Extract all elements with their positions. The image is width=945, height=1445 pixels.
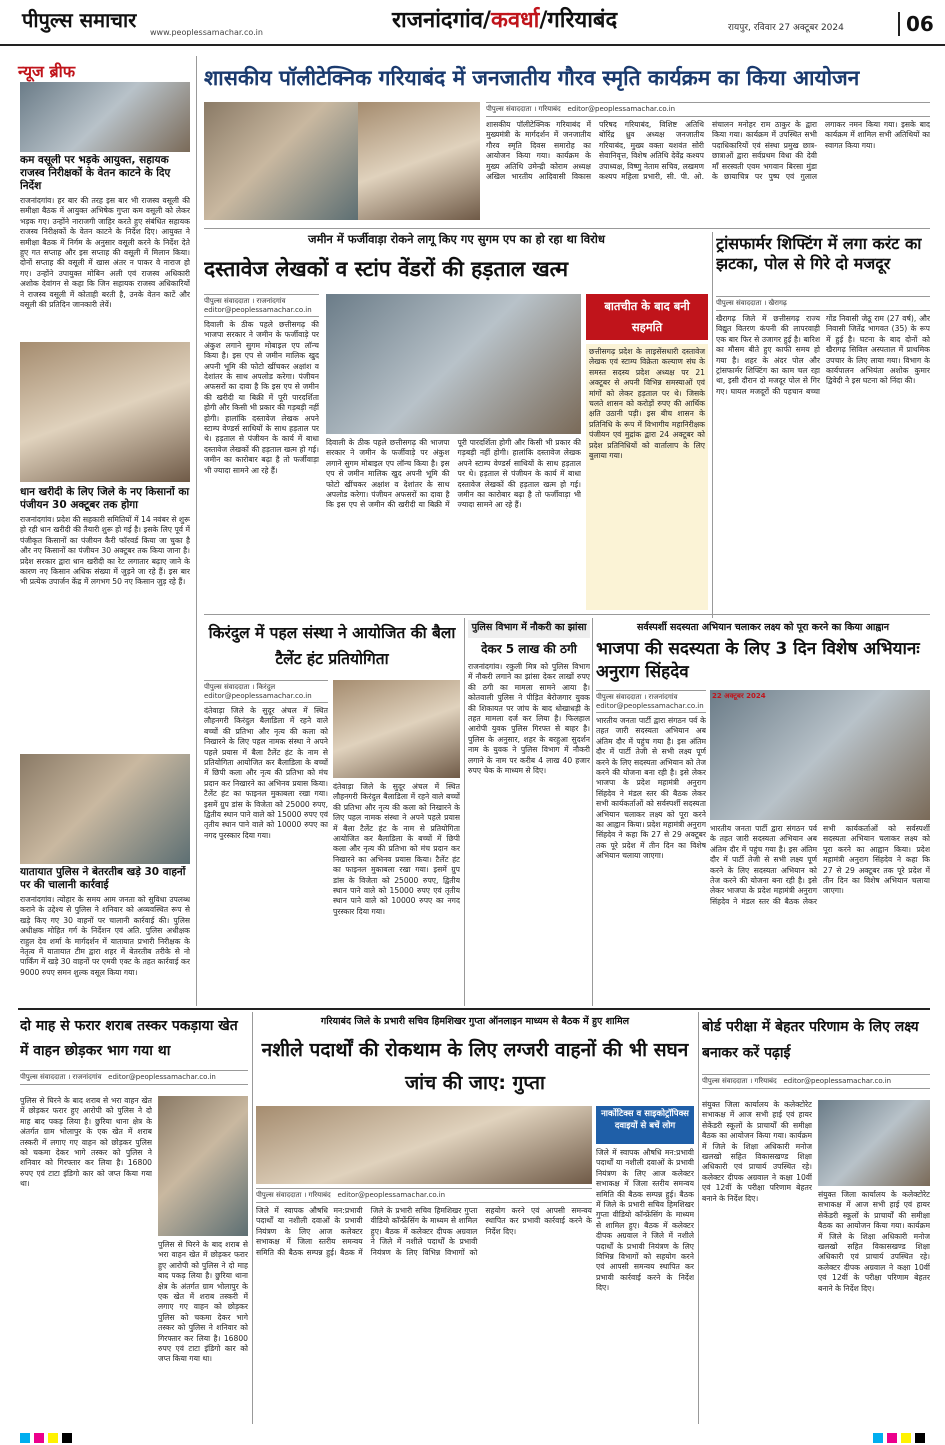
kirandul-body-continued-text: दंतेवाड़ा जिले के सुदूर अंचल में स्थित लौहनगरी किरंदुल बैलाडिला में रहने वाले बच्चों की प्रतिभा और नृत्य की कला को निखारने के लिए पहल नामक संस्था ने अपने पहले प्रयास में बैला टैलेंट हंट के नाम से प्रतियोगिता आयोजित कर बैलाडिला के बच्चों में छिपी कला और नृत्य की प्रतिभा को मंच प्रदान कर निखारने का अभिनव प्रयास किया। टैलेंट हंट का फाइनल मुकाबला रखा गया। इसमें ग्रुप डांस के विजेता को 25000 रुपए, द्वितीय स्थान पाने वाले को 15000 रुपए एवं तृतीय स्थान पाने वाले को 10000 रुपए का नगद पुरस्कार दिया गया। xyxy=(333,782,460,916)
brief3-title: यातायात पुलिस ने बेतरतीब खड़े 30 वाहनों पर की चालानी कार्रवाई xyxy=(20,866,186,891)
kirandul-email: editor@peoplessamachar.co.in xyxy=(204,692,312,700)
brief1-article xyxy=(20,154,190,340)
kirandul-body: दंतेवाड़ा जिले के सुदूर अंचल में स्थित लौहनगरी किरंदुल बैलाडिला में रहने वाले बच्चों की प्रतिभा और नृत्य की कला को निखारने के लिए पहल नामक संस्था ने अपने पहले प्रयास में बैला टैलेंट हंट के नाम से प्रतियोगिता आयोजित कर बैलाडिला के बच्चों में छिपी कला और नृत्य की प्रतिभा को मंच प्रदान कर निखारने का अभिनव प्रयास किया। टैलेंट हंट का फाइनल मुकाबला रखा गया। इसमें ग्रुप डांस के विजेता को 25000 रुपए, द्वितीय स्थान पाने वाले को 15000 रुपए एवं तृतीय स्थान पाने वाले को 10000 रुपए का नगद पुरस्कार दिया गया। xyxy=(204,706,328,840)
drugs-kicker: गरियाबंद जिले के प्रभारी सचिव हिमशिखर गुप्ता ऑनलाइन माध्यम से बैठक में हुए शामिल xyxy=(320,1016,630,1027)
drugs-headline: नशीले पदार्थों की रोकथाम के लिए लग्जरी वाहनों की भी सघन जांच की जाए: गुप्ता xyxy=(261,1039,689,1094)
liquor-photo xyxy=(158,1096,248,1236)
strike-article xyxy=(204,294,319,612)
strike-byline-text: पीपुल्स संवाददाता । राजनांदगांव xyxy=(204,297,286,305)
transformer-body: खैरागढ़ जिले में छत्तीसगढ़ राज्य विद्युत वितरण कंपनी की लापरवाही एक बार फिर से उजागर हुई है। बारिश का मौसम बीते हुए काफी समय हो गया है। शहर के अंदर पोल और ट्रांसफार्मर शिफ्टिंग का काम चल रहा था, इसी दौरान दो मजदूर पोल से गिर गए। घायल मजदूरों की पहचान बच्चा गोंड निवासी जेठू राम (27 वर्ष), और निवासी जितेंद्र भागवत (35) के रूप में हुई है। घटना के बाद दोनों को खैरागढ़ सिविल अस्पताल में प्राथमिक उपचार के लिए लाया गया। विभाग के कार्यपालन अभियंता अशोक कुमार द्विवेदी ने इस घटना को निंदा की। xyxy=(716,314,930,396)
lead-body: शासकीय पॉलीटेक्निक गरियाबंद में मुख्यमंत्री के मार्गदर्शन में जनजातीय गौरव स्मृति दिवस समारोह का आयोजन किया गया। कार्यक्रम के मुख्य अतिथि उमेन्द्री कोराम अध्यक्ष अखिल भारतीय आदिवासी विकास परिषद गरियाबंद, विशिष्ट अतिथि बोरिंद्र ध्रुव अध्यक्ष जनजातीय गरियाबंद, मुख्य वक्ता यशवंत सोरी सेवानिवृत्त, विशेष अतिथि देवेंद्र कश्यप उपाध्यक्ष, विष्णु नेताम सचिव, लखमण कश्यप महिला प्रभारी, सी. पी. ओ. संचालन मनोहर राम ठाकुर के द्वारा किया गया। कार्यक्रम में उपस्थित सभी पदाधिकारियों एवं संस्था प्रमुख छात्र-छात्राओं द्वारा सर्वप्रथम विधा की देवी माँ सरस्वती एवम भगवान बिरसा मुंडा के छायाचित्र पर पुष्प एवं गुलाल लगाकर नमन किया गया। इसके बाद कार्यक्रम में शामिल सभी अतिथियों का स्वागत किया गया। xyxy=(486,120,930,182)
transformer-byline: पीपुल्स संवाददाता । खैरागढ़ xyxy=(716,296,930,311)
drugs-byline-text: पीपुल्स संवाददाता । गरियाबंद xyxy=(256,1191,331,1199)
kirandul-byline-text: पीपुल्स संवाददाता । किरंदुल xyxy=(204,683,276,691)
column-divider xyxy=(464,618,465,1006)
liquor-email: editor@peoplessamachar.co.in xyxy=(108,1073,216,1081)
kirandul-article xyxy=(204,680,328,1006)
strike-consensus-box: बातचीत के बाद बनी सहमति xyxy=(586,294,708,340)
bjp-body: भारतीय जनता पार्टी द्वारा संगठन पर्व के तहत जारी सदस्यता अभियान अब अंतिम दौर में पहुंच गया है। इस अंतिम दौर में पार्टी तेजी से सभी लक्ष्य पूर्ण करने के लिए सदस्यता अभियान को तेज करने की योजना बना रही है। इसे लेकर भाजपा के प्रदेश महामंत्री अनुराग सिंहदेव ने मंडल स्तर की बैठक लेकर सभी कार्यकर्ताओं को सर्वस्पर्शी सदस्यता अभियान चलाकर लक्ष्य को पूरा करने का आह्वान किया। प्रदेश महामंत्री अनुराग सिंहदेव ने कहा कि 27 से 29 अक्टूबर तक पूरे प्रदेश में तीन दिन का विशेष अभियान चलाया जाएगा। xyxy=(596,716,706,861)
strike-bottom-rule xyxy=(204,614,930,615)
strike-byline xyxy=(204,294,319,317)
bjp-email: editor@peoplessamachar.co.in xyxy=(596,702,704,710)
print-registration-bar xyxy=(0,1430,945,1445)
liquor-body: पुलिस से घिरने के बाद शराब से भरा वाहन खेत में छोड़कर फरार हुए आरोपी को पुलिस ने दो माह बाद पकड़ लिया है। छुरिया थाना क्षेत्र के अंतर्गत ग्राम भोलापुर के एक खेत में शराब तस्करी में लगाए गए वाहन को छोड़कर पुलिस को चकमा देकर भागे तस्कर को पुलिस ने शनिवार को गिरफ्तार कर लिया है। 16800 रुपए एवं टाटा इंडिगो कार को जप्त किया गया था। xyxy=(20,1096,152,1189)
drugs-body: जिले में स्वापक औषधि मन:प्रभावी पदार्थों या नशीली दवाओं के प्रभावी नियंत्रण के लिए आज कलेक्टर सभाकक्ष में जिला स्तरीय समन्वय समिति की बैठक सम्पन्न हुई। बैठक में जिले के प्रभारी सचिव हिमशिखर गुप्ता वीडियो कॉन्फ्रेंसिंग के माध्यम से शामिल हुए। बैठक में कलेक्टर दीपक अग्रवाल ने जिले में नशीले पदार्थों के प्रभावी नियंत्रण के लिए विभिन्न विभागों को सहयोग करने एवं आपसी समन्वय स्थापित कर प्रभावी कार्रवाई करने के निर्देश दिए। xyxy=(256,1206,592,1257)
liquor-byline xyxy=(20,1070,248,1085)
kirandul-photo xyxy=(333,680,460,778)
drugs-info-box: नार्कोटिक्स व साइकोट्रॉपिक्स दवाइयों से बचें लोग xyxy=(596,1106,694,1144)
lead-email: editor@peoplessamachar.co.in xyxy=(567,105,676,113)
masthead xyxy=(0,0,945,46)
brief2-article xyxy=(20,486,190,748)
newspaper-brand: पीपुल्स समाचार xyxy=(22,8,137,32)
thagi-kicker: पुलिस विभाग में नौकरी का झांसा xyxy=(468,620,590,638)
kirandul-headline: किरंदुल में पहल संस्था ने आयोजित की बैला टैलेंट हंट प्रतियोगिता xyxy=(208,624,456,668)
brief2-photo xyxy=(20,342,190,482)
drugs-box-body xyxy=(596,1148,694,1422)
column-divider xyxy=(592,618,593,1006)
bjp-photo-date: 22 अक्टूबर 2024 xyxy=(712,692,766,700)
newspaper-url: www.peoplessamachar.co.in xyxy=(150,28,263,37)
transformer-article xyxy=(716,296,930,614)
transformer-headline: ट्रांसफार्मर शिफ्टिंग में लगा करंट का झटका, पोल से गिरे दो मजदूर xyxy=(716,234,922,273)
lead-byline xyxy=(486,102,930,117)
column-divider xyxy=(698,1012,699,1424)
column-divider xyxy=(712,232,713,618)
lead-byline-text: पीपुल्स संवाददाता । गरियाबंद xyxy=(486,105,561,113)
board-byline xyxy=(702,1074,930,1089)
liquor-byline-text: पीपुल्स संवाददाता । राजनांदगांव xyxy=(20,1073,102,1081)
city-rajnandgaon: राजनांदगांव/ xyxy=(392,8,491,33)
liquor-headline: दो माह से फरार शराब तस्कर पकड़ाया खेत में वाहन छोड़कर भाग गया था xyxy=(20,1018,238,1059)
kirandul-body-continued xyxy=(333,782,460,1006)
board-headline: बोर्ड परीक्षा में बेहतर परिणाम के लिए लक्ष्य बनाकर करें पढ़ाई xyxy=(702,1019,919,1061)
edition-cities xyxy=(392,4,617,34)
strike-photo xyxy=(326,294,581,434)
strike-email: editor@peoplessamachar.co.in xyxy=(204,306,312,314)
strike-box-panel xyxy=(586,344,708,610)
brief1-body: राजनांदगांव। हर बार की तरह इस बार भी राजस्व वसूली की समीक्षा बैठक में आयुक्त अभिषेक गुप्ता कम वसूली को लेकर भड़क गए। उन्होंने नाराजगी जाहिर करते हुए संबंधित सहायक राजस्व निरीक्षकों के वेतन काटने के निर्देश दिए। आयुक्त ने समीक्षा बैठक में निर्गम के अनुसार वसूली करने के निर्देश देते हुए गत सप्ताह और इस सप्ताह की वसूली में मिलान किया। दोनों सप्ताह की वसूली में खास अंतर न पाकर वे नाराज हो गए। उन्होंने उपायुक्त मोबिन अली एवं राजस्व अधिकारी अशोक देवांगन से कहा कि जिन सहायक राजस्व अधिकारियों ने राजस्व वसूली में कोताही बरती है, उनके वेतन काटें और वसूली की प्रतिदिन जानकारी लेवें। xyxy=(20,196,190,310)
page-number: 06 xyxy=(898,12,934,36)
brief2-title: धान खरीदी के लिए जिले के नए किसानों का पंजीयन 30 अक्टूबर तक होगा xyxy=(20,486,190,511)
kirandul-byline xyxy=(204,680,328,703)
bjp-kicker: सर्वस्पर्शी सदस्यता अभियान चलाकर लक्ष्य को पूरा करने का किया आह्वान xyxy=(636,622,890,633)
dateline: रायपुर, रविवार 27 अक्टूबर 2024 xyxy=(728,23,844,33)
board-photo xyxy=(818,1100,930,1186)
drugs-photo xyxy=(256,1106,592,1184)
board-email: editor@peoplessamachar.co.in xyxy=(783,1077,892,1085)
strike-box-body: छत्तीसगढ़ प्रदेश के लाइसेंसधारी दस्तावेज लेखक एवं स्टाम्प विक्रेता कल्याण संघ के समस्त सदस्य प्रदेश अध्यक्ष पर 21 अक्टूबर से अपनी विभिन्न समस्याओं एवं मांगों को लेकर हड़ताल पर थे। जिसके चलते शासन को करोड़ों रुपए की आर्थिक क्षति उठानी पड़ी। इस बीच शासन के प्रतिनिधि के रूप में विभागीय महानिरीक्षक पंजीयन एवं मुद्रांक द्वारा 24 अक्टूबर को प्रदेश प्रतिनिधियों को वार्तालाप के लिए बुलाया गया। xyxy=(589,347,705,461)
strike-body-continued-text: दिवाली के ठीक पहले छत्तीसगढ़ की भाजपा सरकार ने जमीन के फर्जीवाड़े पर अंकुश लगाने सुगम मोबाइल एप लॉन्च किया है। इस एप से जमीन मालिक खुद अपनी भूमि की फोटो खींचकर अक्षांश व देशांतर के साथ अपलोड करेगा। पंजीयन अफसरों का दावा है कि इस एप से जमीन की खरीदी या बिक्री में पूरी पारदर्शिता होगी और किसी भी प्रकार की गड़बड़ी नहीं होगी। हालांकि दस्तावेज लेखक अपने स्टाम्प वेण्डर्स साथियों के साथ हड़ताल पर थे। हड़ताल से पंजीयन के कार्य में बाधा दस्तावेज लेखकों की हड़ताल खत्म हो गई। जमीन का कारोबार बढ़ा है तो फर्जीवाड़ा भी ज्यादा सामने आ रहे हैं। xyxy=(326,438,581,510)
lead-article xyxy=(486,102,930,224)
column-divider xyxy=(196,56,197,1006)
liquor-body-continued-text: पुलिस से घिरने के बाद शराब से भरा वाहन खेत में छोड़कर फरार हुए आरोपी को पुलिस ने दो माह बाद पकड़ लिया है। छुरिया थाना क्षेत्र के अंतर्गत ग्राम भोलापुर के एक खेत में शराब तस्करी में लगाए गए वाहन को छोड़कर पुलिस को चकमा देकर भागे तस्कर को पुलिस ने शनिवार को गिरफ्तार कर लिया है। 16800 रुपए एवं टाटा इंडिगो कार को जप्त किया गया था। xyxy=(158,1240,248,1364)
brief3-photo xyxy=(20,754,190,864)
liquor-byline-block xyxy=(20,1070,248,1094)
drugs-email: editor@peoplessamachar.co.in xyxy=(337,1191,446,1199)
strike-body: दिवाली के ठीक पहले छत्तीसगढ़ की भाजपा सरकार ने जमीन के फर्जीवाड़े पर अंकुश लगाने सुगम मोबाइल एप लॉन्च किया है। इस एप से जमीन मालिक खुद अपनी भूमि की फोटो खींचकर अक्षांश व देशांतर के साथ अपलोड करेगा। पंजीयन अफसरों का दावा है कि इस एप से जमीन की खरीदी या बिक्री में पूरी पारदर्शिता होगी और किसी भी प्रकार की गड़बड़ी नहीं होगी। हालांकि दस्तावेज लेखक अपने स्टाम्प वेण्डर्स साथियों के साथ हड़ताल पर थे। हड़ताल से पंजीयन के कार्य में बाधा दस्तावेज लेखकों की हड़ताल खत्म हो गई। जमीन का कारोबार बढ़ा है तो फर्जीवाड़ा भी ज्यादा सामने आ रहे हैं। xyxy=(204,320,319,475)
thagi-headline: देकर 5 लाख की ठगी xyxy=(481,642,577,656)
drugs-article xyxy=(256,1188,592,1422)
strike-kicker: जमीन में फर्जीवाड़ा रोकने लागू किए गए सुगम एप का हो रहा था विरोध xyxy=(308,232,605,246)
column-divider xyxy=(252,1012,253,1424)
brief1-photo xyxy=(20,82,190,152)
city-kawardha: कवर्धा xyxy=(490,8,540,33)
lead-bottom-rule xyxy=(204,228,930,229)
bjp-headline: भाजपा की सदस्यता के लिए 3 दिन विशेष अभियानः अनुराग सिंहदेव xyxy=(596,639,920,682)
strike-body-continued xyxy=(326,438,581,610)
bjp-body-continued-text: भारतीय जनता पार्टी द्वारा संगठन पर्व के तहत जारी सदस्यता अभियान अब अंतिम दौर में पहुंच गया है। इस अंतिम दौर में पार्टी तेजी से सभी लक्ष्य पूर्ण करने के लिए सदस्यता अभियान को तेज करने की योजना बना रही है। इसे लेकर भाजपा के प्रदेश महामंत्री अनुराग सिंहदेव ने मंडल स्तर की बैठक लेकर सभी कार्यकर्ताओं को सर्वस्पर्शी सदस्यता अभियान चलाकर लक्ष्य को पूरा करने का आह्वान किया। प्रदेश महामंत्री अनुराग सिंहदेव ने कहा कि 27 से 29 अक्टूबर तक पूरे प्रदेश में तीन दिन का विशेष अभियान चलाया जाएगा। xyxy=(710,824,930,906)
bjp-photo xyxy=(710,690,930,820)
news-brief-label: न्यूज ब्रीफ xyxy=(18,62,76,81)
city-gariaband: /गरियाबंद xyxy=(539,8,618,33)
drugs-byline xyxy=(256,1188,592,1203)
lead-headline: शासकीय पॉलीटेक्निक गरियाबंद में जनजातीय गौरव स्मृति कार्यक्रम का किया आयोजन xyxy=(204,66,860,90)
board-byline-block xyxy=(702,1074,930,1098)
bottom-section-rule xyxy=(18,1008,930,1010)
brief2-body: राजनांदगांव। प्रदेश की सहकारी समितियों में 14 नवंबर से शुरू हो रही धान खरीदी की तैयारी शुरू हो गई है। इसके लिए पूर्व में पंजीकृत किसानों का पंजीयन कैरी फॉरवर्ड किया जा चुका है और नए किसानों का पंजीयन 30 अक्टूबर तक किया जाना है। प्रदेश सरकार द्वारा धान खरीदी का रेट लगातार बढ़ाए जाने के कारण नए किसान अधिक संख्या में जुड़ने जा रहे हैं। इस बार भी प्रत्येक उपार्जन केंद्र में लगभग 50 नए किसान जुड़ रहे हैं। xyxy=(20,515,190,587)
brief3-body: राजनांदगांव। त्योहार के समय आम जनता को सुविधा उपलब्ध कराने के उद्देश्य से पुलिस ने शनिवार को अव्यवस्थित रूप से खड़े किए गए 30 वाहनों पर चालानी कार्रवाई की। पुलिस अधीक्षक मोहित गर्ग के निर्देशन एवं अति. पुलिस अधीक्षक राहुल देव शर्मा के मार्गदर्शन में यातायात प्रभारी निरीक्षक के नेतृत्व में यातायात टीम द्वारा शहर में बेतरतीब तरीके से नो पार्किंग में खड़े 30 वाहनों पर एमवी एक्ट के तहत कार्रवाई कर 9000 रुपए समन शुल्क वसूल किया गया। xyxy=(20,895,190,977)
board-body: संयुक्त जिला कार्यालय के कलेक्टोरेट सभाकक्ष में आज सभी हाई एवं हायर सेकेंडरी स्कूलों के प्राचार्यों की समीक्षा बैठक का आयोजन किया गया। कार्यक्रम में जिले के शिक्षा अधिकारी मनोज खलखो सहित विकासखण्ड शिक्षा अधिकारी एवं प्राचार्य उपस्थित रहे। कलेक्टर दीपक अग्रवाल ने कक्षा 10वीं एवं 12वीं के परीक्षा परिणाम बेहतर बनाने के निर्देश दिए। xyxy=(702,1100,812,1203)
strike-headline: दस्तावेज लेखकों व स्टांप वेंडरों की हड़ताल खत्म xyxy=(204,257,569,281)
lead-photo-left xyxy=(204,102,358,220)
drugs-box-body-text: जिले में स्वापक औषधि मन:प्रभावी पदार्थों या नशीली दवाओं के प्रभावी नियंत्रण के लिए आज कलेक्टर सभाकक्ष में जिला स्तरीय समन्वय समिति की बैठक सम्पन्न हुई। बैठक में जिले के प्रभारी सचिव हिमशिखर गुप्ता वीडियो कॉन्फ्रेंसिंग के माध्यम से शामिल हुए। बैठक में कलेक्टर दीपक अग्रवाल ने जिले में नशीले पदार्थों के प्रभावी नियंत्रण के लिए विभिन्न विभागों को सहयोग करने एवं आपसी समन्वय स्थापित कर प्रभावी कार्रवाई करने के निर्देश दिए। xyxy=(596,1148,694,1293)
brief1-title: कम वसूली पर भड़के आयुक्त, सहायक राजस्व निरीक्षकों के वेतन काटने के दिए निर्देश xyxy=(20,154,171,192)
bjp-article xyxy=(596,690,706,1006)
bjp-byline-text: पीपुल्स संवाददाता । राजनांदगांव xyxy=(596,693,678,701)
bjp-body-continued xyxy=(710,824,930,1006)
liquor-body-continued xyxy=(158,1240,248,1422)
board-byline-text: पीपुल्स संवाददाता । गरियाबंद xyxy=(702,1077,777,1085)
thagi-body: राजनांदगांव। रकुली मित्र को पुलिस विभाग में नौकरी लगाने का झांसा देकर लाखों रुपए की ठगी का मामला सामने आया है। कोतवाली पुलिस ने पीड़ित बेरोजगार युवक की शिकायत पर जांच के बाद धोखाधड़ी के तहत मामला दर्ज कर लिया है। फिलहाल आरोपी युवक पुलिस गिरफ्त से बाहर है। पुलिस के अनुसार, शहर के बरहुआ सुदर्शन नाम के युवक ने पुलिस विभाग में नौकरी लगाने के नाम पर करीब 4 लाख 40 हजार रुपए चेक के माध्यम से दिए। xyxy=(468,662,590,776)
brief3-article xyxy=(20,866,190,996)
lead-photo-right xyxy=(358,102,480,220)
bjp-byline xyxy=(596,690,706,713)
board-body-continued-text: संयुक्त जिला कार्यालय के कलेक्टोरेट सभाकक्ष में आज सभी हाई एवं हायर सेकेंडरी स्कूलों के प्राचार्यों की समीक्षा बैठक का आयोजन किया गया। कार्यक्रम में जिले के शिक्षा अधिकारी मनोज खलखो सहित विकासखण्ड शिक्षा अधिकारी एवं प्राचार्य उपस्थित रहे। कलेक्टर दीपक अग्रवाल ने कक्षा 10वीं एवं 12वीं के परीक्षा परिणाम बेहतर बनाने के निर्देश दिए। xyxy=(818,1190,930,1293)
board-body-continued xyxy=(818,1190,930,1422)
